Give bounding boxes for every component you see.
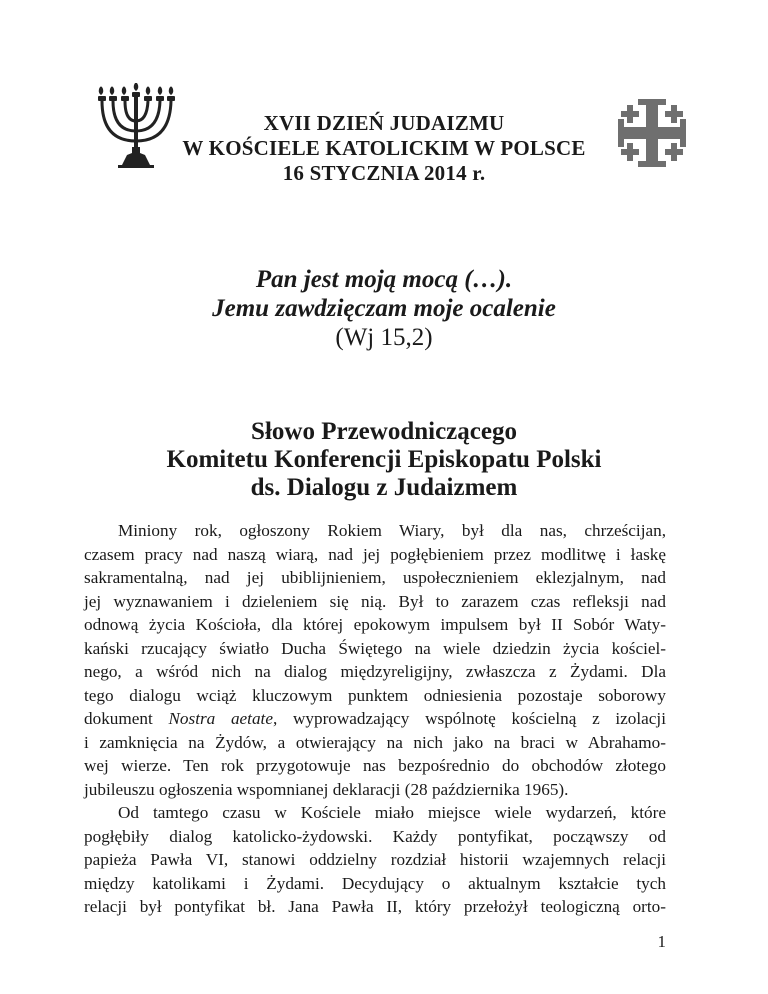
text-line: sakramentalną, nad jej ubiblijnieniem, uspołecznieniem eklezjalnym, nad bbox=[84, 568, 666, 587]
text-line bbox=[84, 707, 666, 731]
text-line: czasem pracy nad naszą wiarą, nad jej pogłębieniem przez modlitwę i łaskę bbox=[84, 544, 666, 564]
page-number: 1 bbox=[657, 932, 666, 951]
text-line: relacji był pontyfikat bł. Jana Pawła II, który przełożył teologiczną orto- bbox=[84, 897, 666, 916]
document-title-italic: Nostra aetate bbox=[168, 709, 273, 728]
title-line: Komitetu Konferencji Episkopatu Polski bbox=[166, 446, 602, 473]
motto-reference: (Wj 15,2) bbox=[335, 324, 433, 351]
text-line: tego dialogu wciąż kluczowym punktem odniesienia pozostaje soborowy bbox=[84, 685, 666, 705]
text-fragment: , wyprowadzający wspólnotę kościelną z izolacji bbox=[272, 709, 666, 728]
text-line: i zamknięcia na Żydów, a otwierający na nich jako na braci w Abrahamo- bbox=[84, 732, 666, 752]
motto-line: Jemu zawdzięczam moje ocalenie bbox=[212, 295, 556, 322]
text-line: nego, a wśród nich na dialog międzyreligijny, zwłaszcza z Żydami. Dla bbox=[84, 662, 666, 681]
document-title bbox=[100, 418, 668, 502]
header-line: 16 STYCZNIA 2014 r. bbox=[282, 161, 486, 185]
header-line: XVII DZIEŃ JUDAIZMU bbox=[263, 111, 505, 135]
text-line: papieża Pawła VI, stanowi oddzielny rozdział historii wzajemnych relacji bbox=[84, 850, 666, 869]
text-line: między katolikami i Żydami. Decydujący o aktualnym kształcie tych bbox=[84, 873, 666, 893]
text-line: Miniony rok, ogłoszony Rokiem Wiary, był dla nas, chrześcijan, bbox=[118, 521, 666, 540]
motto-line: Pan jest moją mocą (…). bbox=[255, 266, 513, 293]
body-text bbox=[84, 519, 666, 919]
text-line: jubileuszu ogłoszenia wspomnianej deklaracji (28 października 1965). bbox=[84, 779, 569, 799]
title-line: Słowo Przewodniczącego bbox=[251, 418, 517, 445]
text-line: jej wyznawaniem i dzieleniem się nią. Był to zarazem czas refleksji nad bbox=[84, 591, 666, 611]
text-line: wej wierze. Ten rok przygotowuje nas bezpośrednio do obchodów złotego bbox=[84, 756, 666, 775]
text-fragment: dokument bbox=[84, 709, 169, 728]
text-line: pogłębiły dialog katolicko-żydowski. Każdy pontyfikat, począwszy od bbox=[84, 826, 666, 846]
header-line: W KOŚCIELE KATOLICKIM W POLSCE bbox=[182, 136, 586, 160]
flame bbox=[99, 87, 104, 96]
text-line: odnową życia Kościoła, dla której epokowym impulsem był II Sobór Waty- bbox=[84, 615, 666, 634]
text-line: kański rzucający światło Ducha Świętego na wiele dziedzin życia kościel- bbox=[84, 638, 666, 658]
motto bbox=[100, 265, 668, 352]
title-line: ds. Dialogu z Judaizmem bbox=[250, 474, 518, 501]
text-line: Od tamtego czasu w Kościele miało miejsce wiele wydarzeń, które bbox=[118, 803, 666, 822]
event-header bbox=[130, 111, 638, 186]
